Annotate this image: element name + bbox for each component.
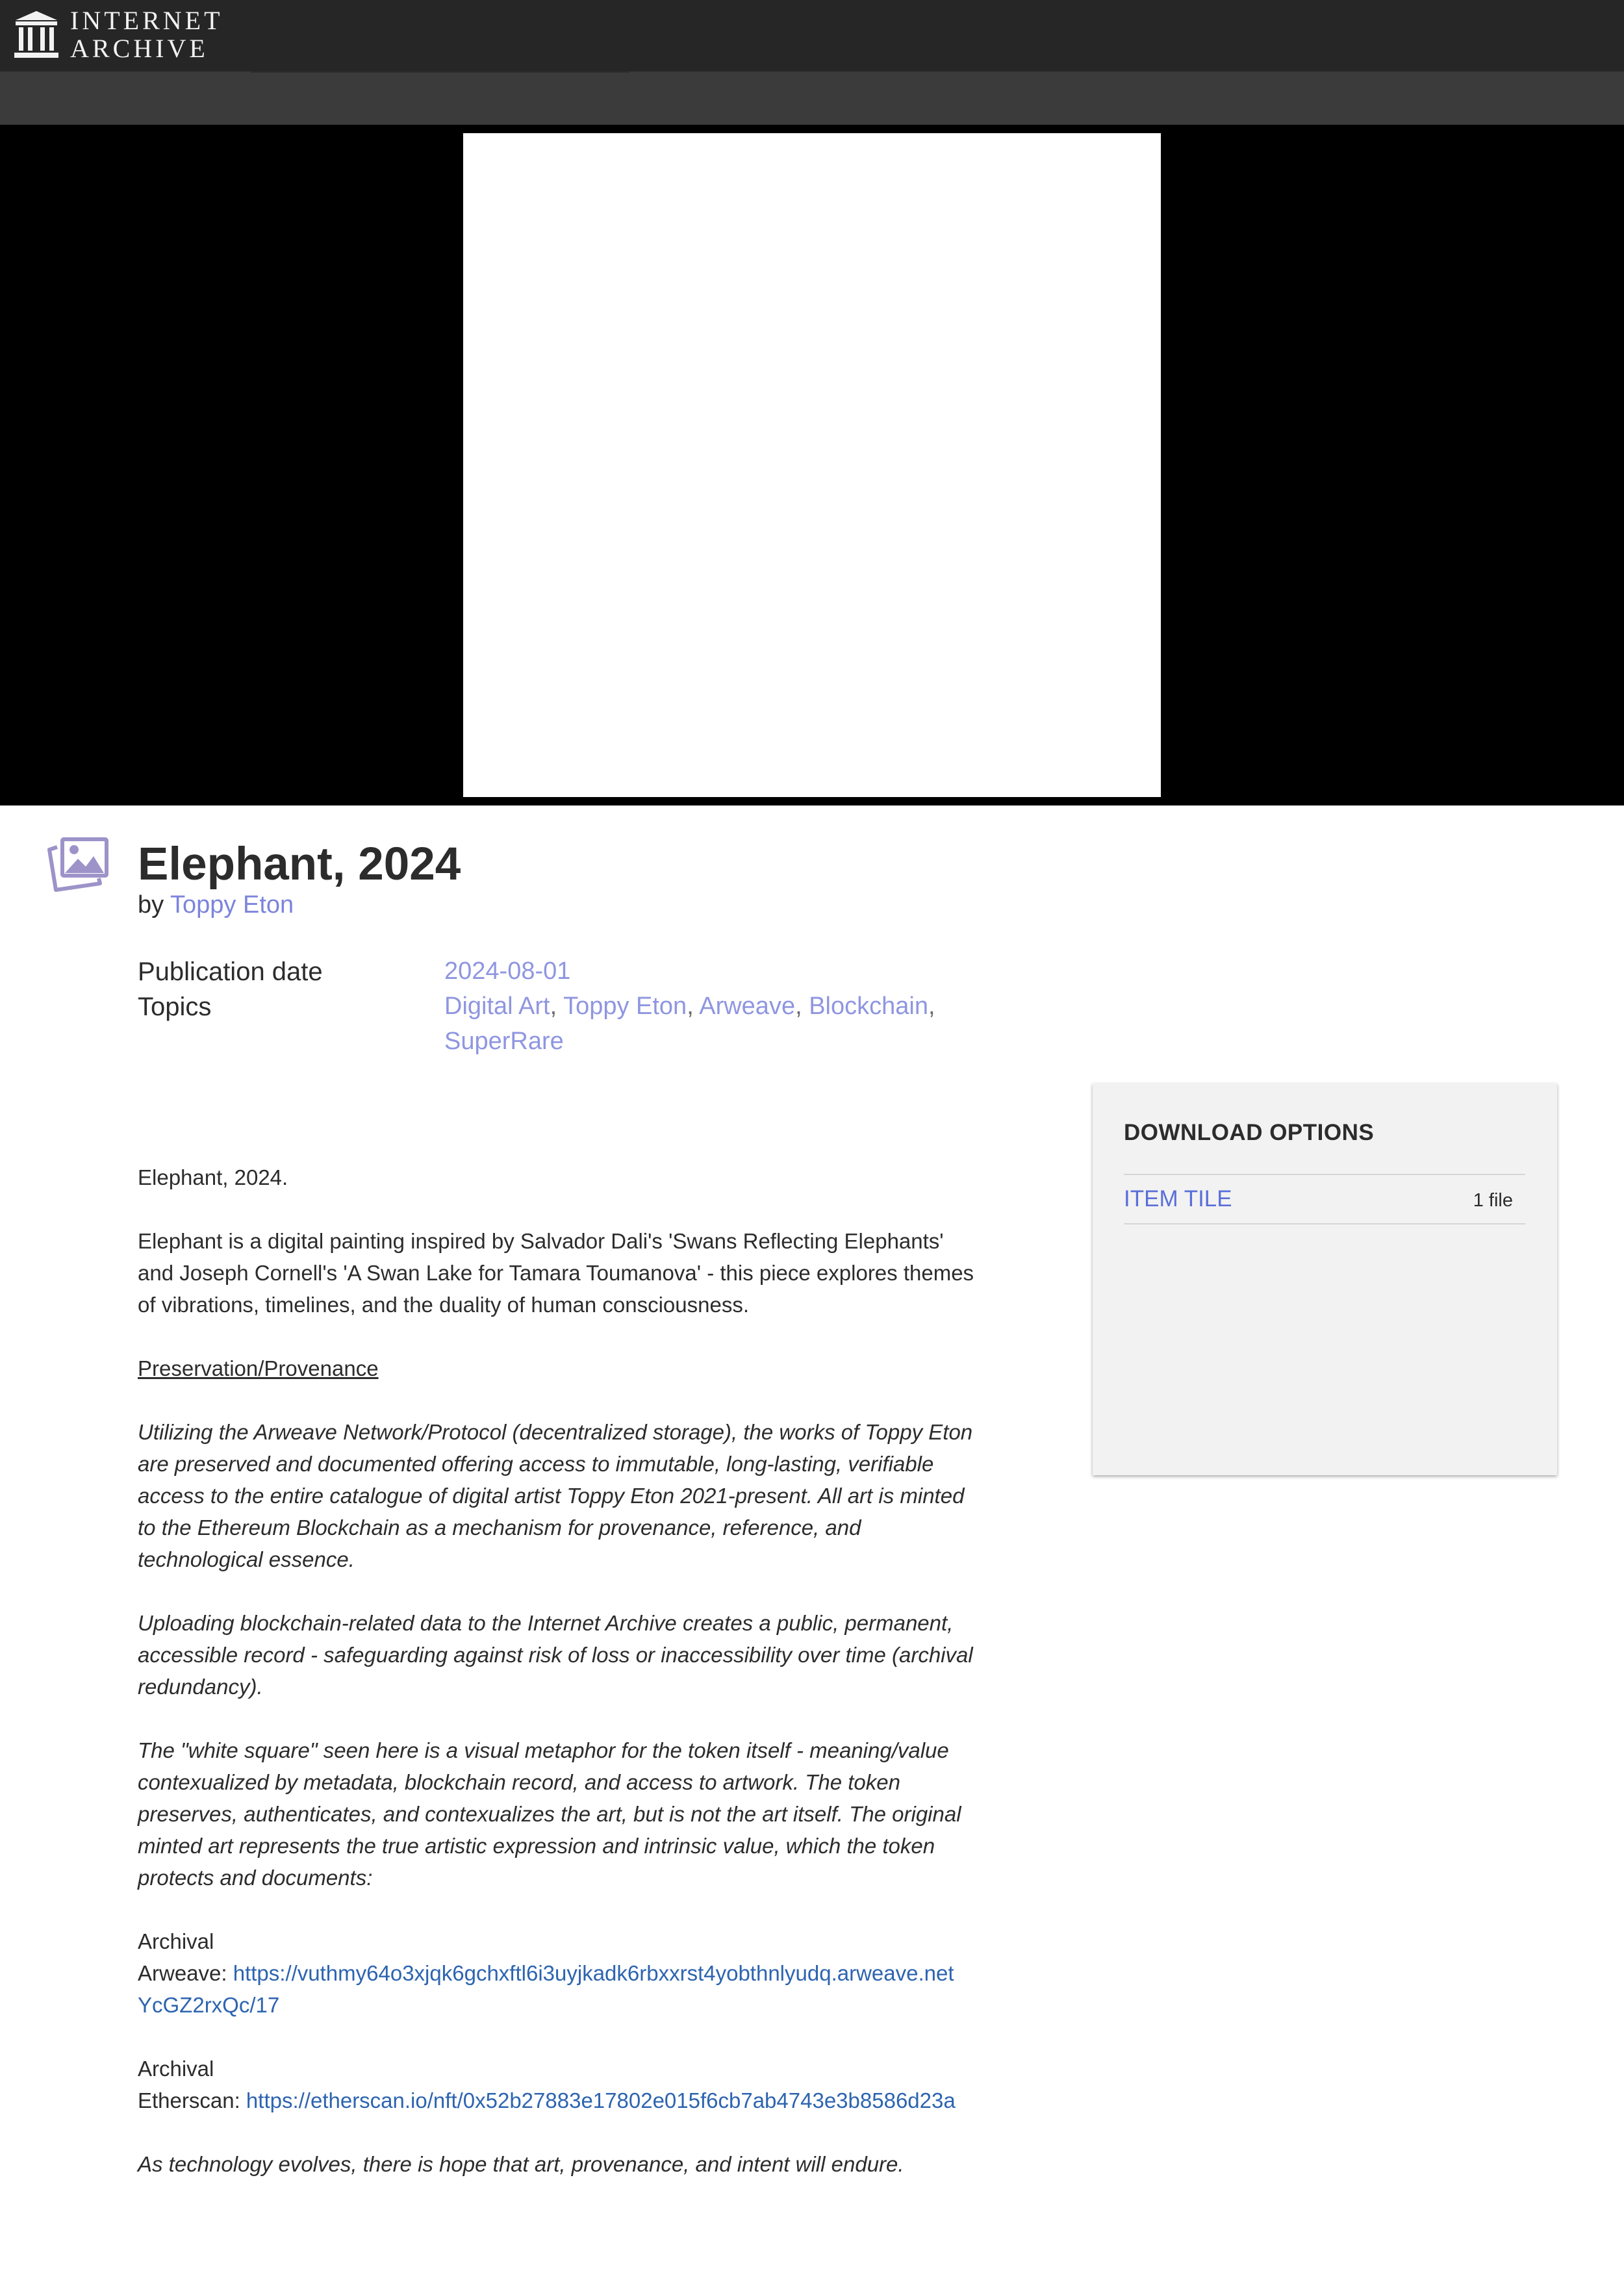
publication-date-link[interactable]: 2024-08-01: [444, 957, 571, 985]
item-image-white-square[interactable]: [463, 133, 1161, 797]
nav-divider: [250, 71, 630, 73]
description-closing: As technology evolves, there is hope that art, provenance, and intent will endure.: [138, 2152, 904, 2176]
internet-archive-logo[interactable]: [13, 6, 223, 62]
arweave-block: [138, 1925, 982, 2021]
etherscan-block: [138, 2053, 982, 2116]
download-divider-top: [1124, 1174, 1525, 1175]
description-paragraph-1: Elephant is a digital painting inspired by Salvador Dali's 'Swans Reflecting Elephants' and Joseph Cornell's 'A Swan Lake for Tamara Toumanova' - this piece explores themes of vibrations, timelines, and the duality of human consciousness.: [138, 1229, 974, 1317]
byline-prefix: by: [138, 891, 164, 919]
publication-date-value: [444, 954, 570, 989]
etherscan-link[interactable]: https://etherscan.io/nft/0x52b27883e17802e015f6cb7ab4743e3b8586d23a: [246, 2088, 956, 2112]
etherscan-label-line-2: Etherscan:: [138, 2088, 246, 2112]
item-description: [138, 1161, 982, 2212]
description-paragraph-2: Utilizing the Arweave Network/Protocol (decentralized storage), the works of Toppy Eton are preserved and documented offering access to immutable, long-lasting, verifiable access to the entire catalogue of digital artist Toppy Eton 2021-present. All art is minted to the Ethereum Blockchain as a mechanism for provenance, reference, and technological essence.: [138, 1420, 973, 1571]
arweave-link-continued[interactable]: YcGZ2rxQc/17: [138, 1993, 280, 2017]
secondary-nav-bar: [0, 71, 1624, 125]
creator-link[interactable]: Toppy Eton: [170, 891, 294, 919]
topic-link-digital-art[interactable]: Digital Art: [444, 993, 550, 1020]
etherscan-label-line-1: Archival: [138, 2057, 214, 2081]
etherscan-line: [138, 2085, 982, 2116]
arweave-line: [138, 1957, 982, 1989]
download-divider-bottom: [1124, 1223, 1525, 1224]
item-viewer: [0, 125, 1624, 805]
logo-wordmark: [70, 6, 223, 62]
item-title: Elephant, 2024: [138, 839, 461, 890]
topics-list: Digital Art, Toppy Eton, Arweave, Blockchain, SuperRare: [444, 993, 935, 1055]
description-paragraph-4: The "white square" seen here is a visual metaphor for the token itself - meaning/value contexualized by metadata, blockchain record, and access to artwork. The token preserves, authenticates, and contexualizes the art, but is not the art itself. The original minted art represents the true artistic expression and intrinsic value, which the token protects and documents:: [138, 1738, 961, 1890]
top-nav-bar: [0, 0, 1624, 71]
arweave-link[interactable]: https://vuthmy64o3xjqk6gchxftl6i3uyjkadk6rbxxrst4yobthnlyudq.arweave.net: [233, 1961, 954, 1985]
topic-link-toppy-eton[interactable]: Toppy Eton: [563, 993, 687, 1020]
topic-link-blockchain[interactable]: Blockchain: [809, 993, 928, 1020]
logo-line-1: INTERNET: [70, 6, 223, 35]
download-options-title: DOWNLOAD OPTIONS: [1124, 1120, 1375, 1145]
archive-building-icon: [13, 8, 60, 60]
description-heading-provenance: Preservation/Provenance: [138, 1356, 379, 1380]
topic-link-arweave[interactable]: Arweave: [699, 993, 796, 1020]
description-paragraph-3: Uploading blockchain-related data to the Internet Archive creates a public, permanent, accessible record - safeguarding against risk of loss or inaccessibility over time (archival redundancy).: [138, 1611, 973, 1699]
image-gallery-icon: [45, 837, 110, 894]
publication-date-label: Publication date: [138, 957, 323, 986]
download-item-count: 1 file: [1473, 1190, 1513, 1211]
download-options-panel: [1093, 1084, 1557, 1475]
arweave-label-line-1: Archival: [138, 1929, 214, 1953]
topic-link-superrare[interactable]: SuperRare: [444, 1028, 564, 1055]
item-byline: [138, 891, 294, 919]
logo-line-2: ARCHIVE: [70, 34, 209, 63]
topics-label: Topics: [138, 993, 212, 1021]
download-item-tile-link[interactable]: ITEM TILE: [1124, 1186, 1232, 1211]
description-intro: Elephant, 2024.: [138, 1165, 288, 1189]
arweave-label-line-2: Arweave:: [138, 1961, 233, 1985]
